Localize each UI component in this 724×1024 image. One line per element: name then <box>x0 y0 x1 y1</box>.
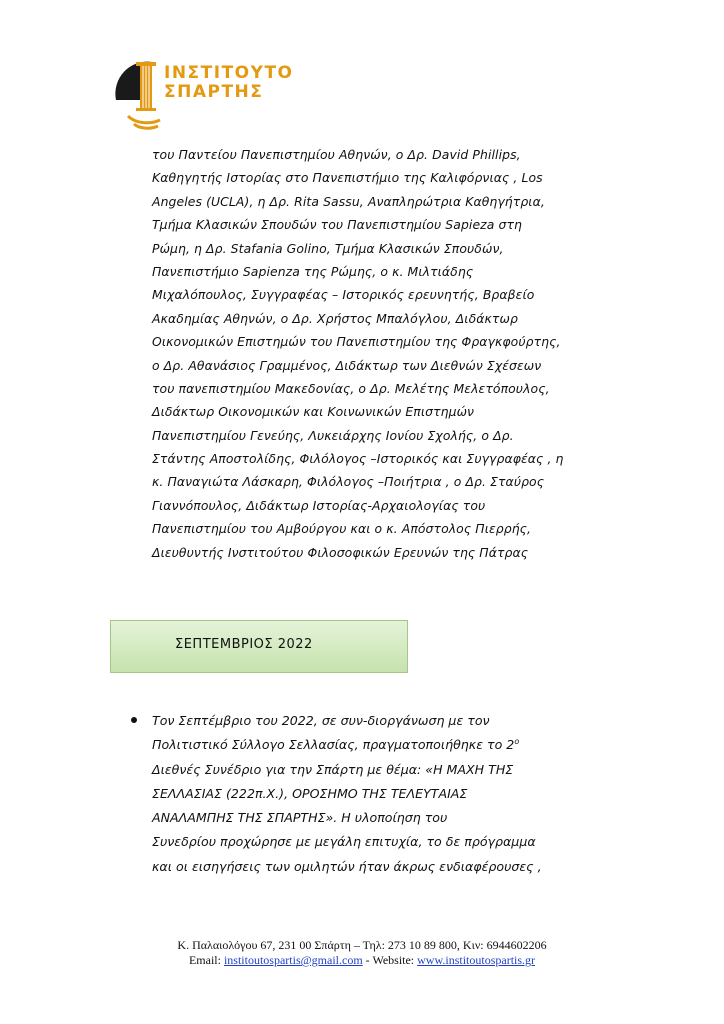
footer-separator: - Website: <box>365 953 415 967</box>
institute-logo <box>112 50 292 132</box>
body-line: Διδάκτωρ Οικονομικών και Κοινωνικών Επιστημών <box>152 404 475 420</box>
section-title: ΣΕΠΤΕΜΒΡΙΟΣ 2022 <box>175 637 313 652</box>
logo-wordmark <box>164 64 294 102</box>
body-line: Γιαννόπουλος, Διδάκτωρ Ιστορίας-Αρχαιολογίας του <box>152 497 486 513</box>
footer-website-link[interactable]: www.institoutospartis.gr <box>417 953 536 967</box>
body-line: κ. Παναγιώτα Λάσκαρη, Φιλόλογος –Ποιήτρια , ο Δρ. Σταύρος <box>152 474 545 490</box>
body-line: Angeles (UCLA), η Δρ. Rita Sassu, Αναπληρώτρια Καθηγήτρια, <box>152 193 545 209</box>
bullet-icon <box>131 717 137 723</box>
bullet-line: Τον Σεπτέμβριο του 2022, σε συν-διοργάνωση με τον <box>152 713 490 728</box>
body-line: Πανεπιστημίου Γενεύης, Λυκειάρχης Ιονίου Σχολής, ο Δρ. <box>152 427 514 443</box>
body-line: Ρώμη, η Δρ. Stafania Golino, Τμήμα Κλασικών Σπουδών, <box>152 240 504 256</box>
section-heading-box <box>110 620 408 673</box>
logo-emblem-icon <box>112 50 172 132</box>
body-line: Διευθυντής Ινστιτούτου Φιλοσοφικών Ερευνών της Πάτρας <box>152 544 529 560</box>
footer-email-label: Email: <box>188 953 221 967</box>
footer-address: Κ. Παλαιολόγου 67, 231 00 Σπάρτη – Τηλ: 273 10 89 800, Κιν: 6944602206 <box>177 938 547 952</box>
body-line: Πανεπιστήμιο Sapienza της Ρώμης, ο κ. Μιλτιάδης <box>152 263 474 279</box>
body-line: Μιχαλόπουλος, Συγγραφέας – Ιστορικός ερευνητής, Βραβείο <box>152 287 535 303</box>
ordinal-superscript: ο <box>514 737 520 747</box>
body-line: Οικονομικών Επιστημών του Πανεπιστημίου της Φραγκφούρτης, <box>152 334 561 350</box>
bullet-line: ΣΕΛΛΑΣΙΑΣ (222π.Χ.), ΟΡΟΣΗΜΟ ΤΗΣ ΤΕΛΕΥΤΑΙΑΣ <box>152 785 468 801</box>
body-line: Στάντης Αποστολίδης, Φιλόλογος –Ιστορικός και Συγγραφέας , η <box>152 451 564 467</box>
body-line: του πανεπιστημίου Μακεδονίας, ο Δρ. Μελέτης Μελετόπουλος, <box>152 380 550 396</box>
body-line: ο Δρ. Αθανάσιος Γραμμένος, Διδάκτωρ των Διεθνών Σχέσεων <box>152 357 542 373</box>
page-footer <box>0 938 724 968</box>
body-line: του Παντείου Πανεπιστημίου Αθηνών, ο Δρ. David Phillips, <box>152 147 521 162</box>
footer-email-link[interactable]: institoutospartis@gmail.com <box>223 953 363 967</box>
body-line: Ακαδημίας Αθηνών, ο Δρ. Χρήστος Μπαλόγλου, Διδάκτωρ <box>152 310 518 326</box>
bullet-line: και οι εισηγήσεις των ομιλητών ήταν άκρως ενδιαφέρουσες , <box>152 858 542 874</box>
footer-contact <box>0 953 724 968</box>
logo-line-1: ΙΝΣΤΙΤΟΥΤΟ <box>164 63 294 83</box>
bullet-line <box>152 733 622 757</box>
bullet-line: Διεθνές Συνέδριο για την Σπάρτη με θέμα: «Η ΜΑΧΗ ΤΗΣ <box>152 761 514 777</box>
logo-line-2: ΣΠΑΡΤΗΣ <box>164 82 264 102</box>
bullet-paragraph <box>152 709 622 879</box>
bullet-line: Συνεδρίου προχώρησε με μεγάλη επιτυχία, το δε πρόγραμμα <box>152 834 536 850</box>
body-line: Τμήμα Κλασικών Σπουδών του Πανεπιστημίου Sapieza στη <box>152 217 522 233</box>
body-paragraph <box>152 143 622 564</box>
body-line: Καθηγητής Ιστορίας στο Πανεπιστήμιο της Καλιφόρνιας , Los <box>152 170 543 186</box>
bullet-line-text: Πολιτιστικό Σύλλογο Σελλασίας, πραγματοποιήθηκε το 2 <box>152 737 515 753</box>
body-line: Πανεπιστημίου του Αμβούργου και ο κ. Απόστολος Πιερρής, <box>152 521 532 537</box>
bullet-line: ΑΝΑΛΑΜΠΗΣ ΤΗΣ ΣΠΑΡΤΗΣ». Η υλοποίηση του <box>152 810 448 826</box>
